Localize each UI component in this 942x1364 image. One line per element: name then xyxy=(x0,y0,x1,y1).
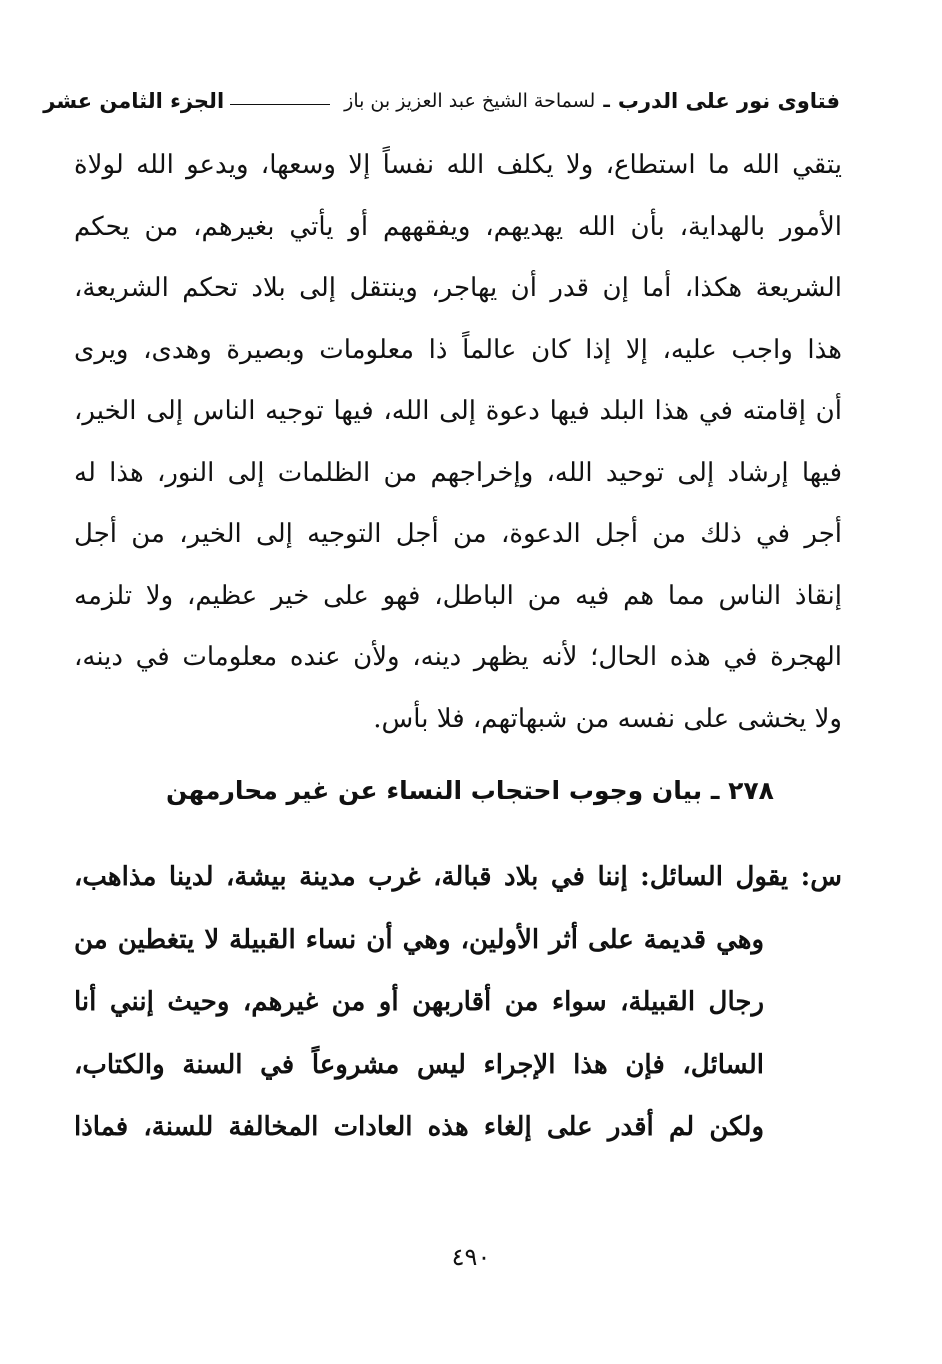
section-heading: ٢٧٨ ـ بيان وجوب احتجاب النساء عن غير محارمهن xyxy=(166,776,774,805)
page-number: ٤٩٠ xyxy=(451,1243,491,1271)
answer-paragraph xyxy=(74,135,842,750)
paragraph-line: فيها إرشاد إلى توحيد الله، وإخراجهم من الظلمات إلى النور، هذا له xyxy=(74,457,842,488)
paragraph-line: يتقي الله ما استطاع، ولا يكلف الله نفساً إلا وسعها، ويدعو الله لولاة xyxy=(74,150,842,180)
question-line: السائل، فإن هذا الإجراء ليس مشروعاً في السنة والكتاب، xyxy=(74,1049,764,1080)
paragraph-line: الشريعة هكذا، أما إن قدر أن يهاجر، وينتقل إلى بلاد تحكم الشريعة، xyxy=(74,273,842,303)
question-prefix: س: xyxy=(800,862,842,892)
running-header xyxy=(43,84,840,118)
paragraph-line: هذا واجب عليه، إلا إذا كان عالماً ذا معلومات وبصيرة وهدى، ويرى xyxy=(74,334,842,365)
paragraph-line: ولا يخشى على نفسه من شبهاتهم، فلا بأس. xyxy=(373,703,842,734)
header-title-group xyxy=(224,89,840,113)
paragraph-line: الأمور بالهداية، بأن الله يهديهم، ويفقههم أو يأتي بغيرهم، من يحكم xyxy=(74,211,842,242)
author-name: لسماحة الشيخ عبد العزيز بن باز xyxy=(344,90,596,112)
question-line xyxy=(74,846,842,909)
question-text: يقول السائل: إننا في بلاد قبالة، غرب مدينة بيشة، لدينا مذاهب، xyxy=(74,862,789,892)
volume-label: الجزء الثامن عشر xyxy=(43,89,225,113)
question-line: ولكن لم أقدر على إلغاء هذه العادات المخالفة للسنة، فماذا xyxy=(74,1112,764,1142)
question-paragraph xyxy=(74,846,842,1159)
paragraph-line: أن إقامته في هذا البلد فيها دعوة إلى الله، فيها توجيه الناس إلى الخير، xyxy=(74,396,842,426)
series-title: فتاوى نور على الدرب xyxy=(617,89,840,113)
paragraph-line: أجر في ذلك من أجل الدعوة، من أجل التوجيه إلى الخير، من أجل xyxy=(74,519,842,549)
question-line: وهي قديمة على أثر الأولين، وهي أن نساء القبيلة لا يتغطين من xyxy=(74,924,764,955)
header-separator: ـ xyxy=(603,90,610,112)
question-line: رجال القبيلة، سواء من أقاربهن أو من غيرهم، وحيث إنني أنا xyxy=(74,987,764,1017)
header-rule xyxy=(230,104,330,105)
paragraph-line: الهجرة في هذه الحال؛ لأنه يظهر دينه، ولأن عنده معلومات في دينه، xyxy=(74,642,842,672)
paragraph-line: إنقاذ الناس مما هم فيه من الباطل، فهو على خير عظيم، ولا تلزمه xyxy=(74,580,842,611)
